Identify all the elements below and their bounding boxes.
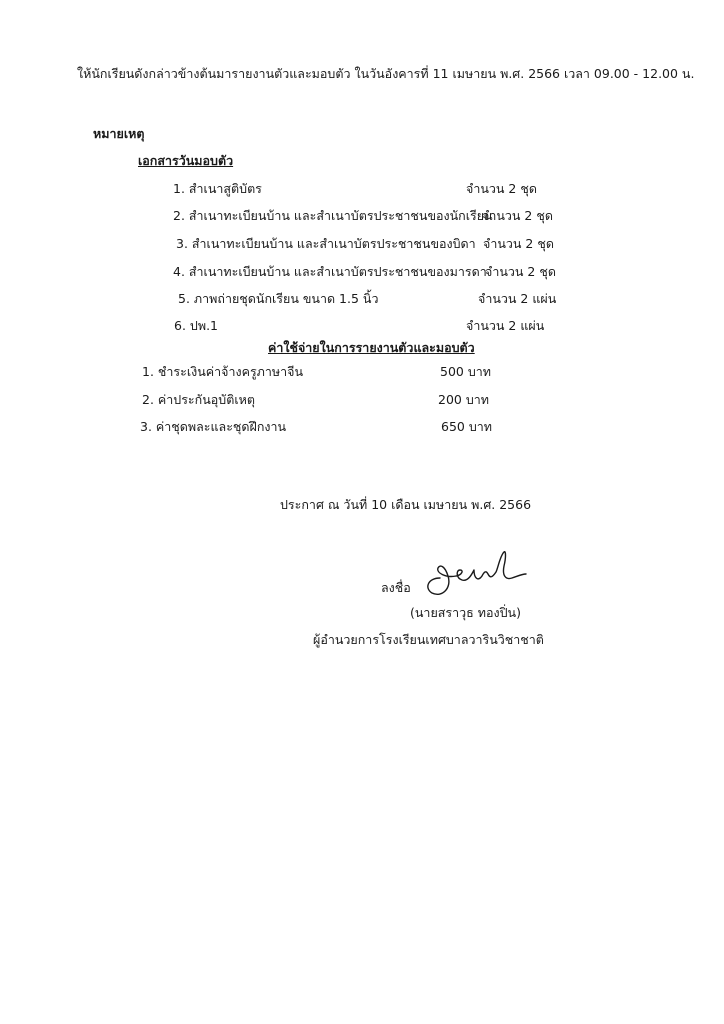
document-item-qty: จำนวน 2 แผ่น: [478, 291, 557, 306]
document-item-label: 2. สำเนาทะเบียนบ้าน และสำเนาบัตรประชาชนของนักเรียน: [173, 208, 493, 223]
document-item-label: 5. ภาพถ่ายชุดนักเรียน ขนาด 1.5 นิ้ว: [178, 291, 379, 306]
expenses-heading: ค่าใช้จ่ายในการรายงานตัวและมอบตัว: [268, 340, 475, 355]
documents-heading: เอกสารวันมอบตัว: [138, 153, 234, 168]
sign-label: ลงชื่อ: [381, 580, 411, 595]
announcement-date: ประกาศ ณ วันที่ 10 เดือน เมษายน พ.ศ. 2566: [280, 497, 532, 512]
intro-paragraph: ให้นักเรียนดังกล่าวข้างต้นมารายงานตัวและมอบตัว ในวันอังคารที่ 11 เมษายน พ.ศ. 2566 เวลา 09.00 - 12.00 น.: [77, 66, 695, 81]
expense-item-amount: 500 บาท: [440, 364, 492, 379]
document-item-qty: จำนวน 2 แผ่น: [466, 318, 545, 333]
document-item-qty: จำนวน 2 ชุด: [483, 236, 554, 251]
document-item-label: 6. ปพ.1: [174, 318, 219, 333]
document-item-label: 1. สำเนาสูติบัตร: [173, 181, 262, 196]
document-item-label: 3. สำเนาทะเบียนบ้าน และสำเนาบัตรประชาชนของบิดา: [176, 236, 476, 251]
expense-item-label: 1. ชำระเงินค่าจ้างครูภาษาจีน: [142, 364, 304, 379]
document-item-qty: จำนวน 2 ชุด: [482, 208, 553, 223]
document-item-qty: จำนวน 2 ชุด: [485, 264, 556, 279]
document-item-label: 4. สำเนาทะเบียนบ้าน และสำเนาบัตรประชาชนของมารดา: [173, 264, 487, 279]
signer-name: (นายสราวุธ ทองปิ่น): [410, 605, 521, 620]
expense-item-label: 2. ค่าประกันอุบัติเหตุ: [142, 392, 255, 407]
document-item-qty: จำนวน 2 ชุด: [466, 181, 537, 196]
signature-image: [418, 548, 528, 596]
expense-item-label: 3. ค่าชุดพละและชุดฝึกงาน: [140, 419, 287, 434]
signer-position: ผู้อำนวยการโรงเรียนเทศบาลวารินวิชาชาติ: [313, 632, 544, 647]
expense-item-amount: 200 บาท: [438, 392, 490, 407]
expense-item-amount: 650 บาท: [441, 419, 493, 434]
note-heading: หมายเหตุ: [93, 126, 145, 141]
